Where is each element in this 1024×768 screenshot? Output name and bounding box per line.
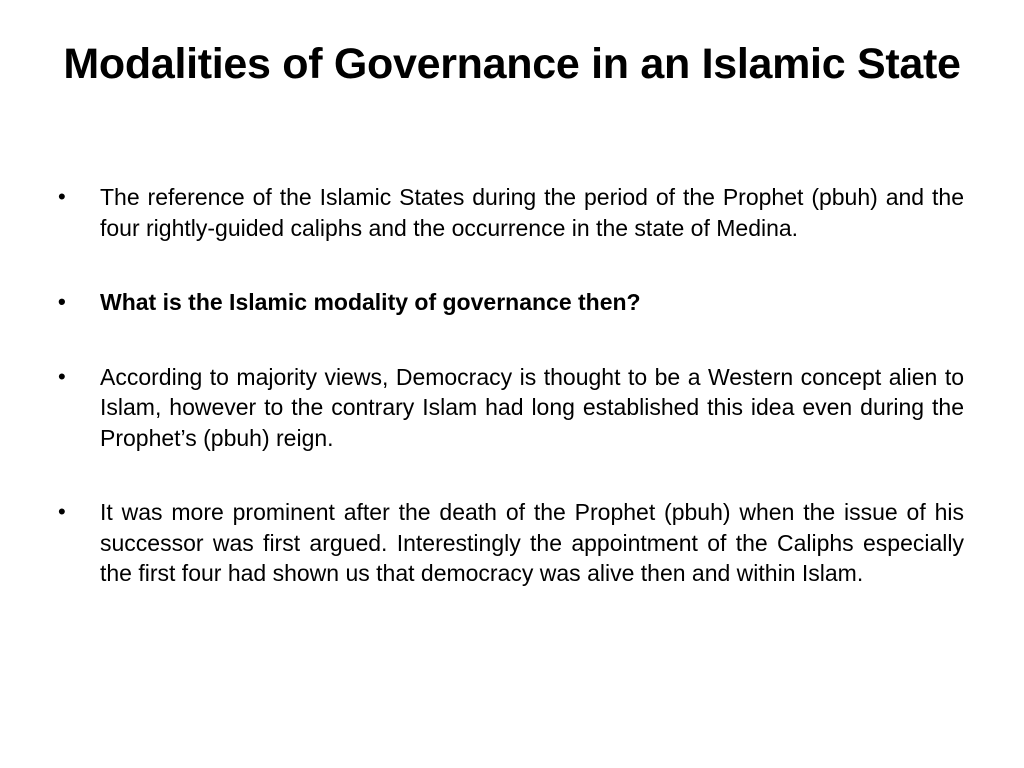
bullet-icon: • [58,499,66,524]
bullet-text: It was more prominent after the death of the Prophet (pbuh) when the issue of his successor was first argued. Interestingly the appointment of the Caliphs especially the first four had shown us that democracy was alive then and within Islam. [100,499,964,586]
bullet-text: The reference of the Islamic States during the period of the Prophet (pbuh) and the four rightly-guided caliphs and the occurrence in the state of Medina. [100,184,964,241]
bullet-item [58,497,964,589]
bullet-list [58,182,964,589]
bullet-icon: • [58,363,66,389]
bullet-text: According to majority views, Democracy is thought to be a Western concept alien to Islam, however to the contrary Islam had long established this idea even during the Prophet’s (pbuh) reign. [100,363,964,451]
bullet-icon: • [58,289,66,314]
bullet-text: What is the Islamic modality of governance then? [100,289,641,315]
bullet-item [58,182,964,243]
bullet-item [58,287,964,318]
bullet-icon: • [58,184,66,209]
slide-title: Modalities of Governance in an Islamic State [63,40,961,88]
bullet-item [58,362,964,454]
